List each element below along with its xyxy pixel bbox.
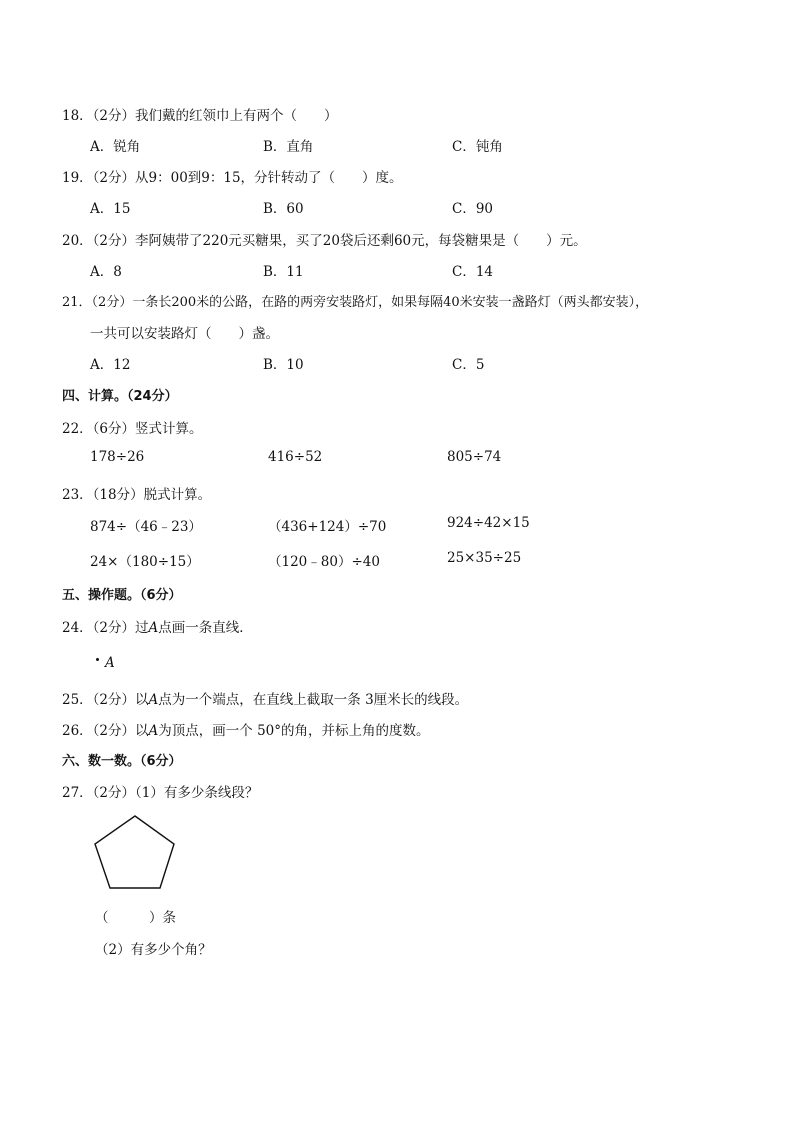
option-b: B．10: [263, 357, 304, 373]
option-b: B．11: [263, 264, 304, 280]
point-dot: [96, 658, 99, 661]
expression: 178÷26: [90, 449, 145, 465]
expression: 805÷74: [447, 449, 502, 465]
question-stem-line1: 21．（2分）一条长200米的公路，在路的两旁安装路灯，如果每隔40米安装一盏路灯（两头都安装），: [62, 295, 649, 310]
question-stem: 19．（2分）从9：00到9：15，分针转动了（ ）度。: [62, 170, 403, 186]
question-stem: 20．（2分）李阿姨带了220元买糖果，买了20袋后还剩60元，每袋糖果是（ ）元。: [62, 233, 587, 249]
question-stem: 22．（6分）竖式计算。: [62, 421, 203, 437]
section-title: 六、数一数。（6分）: [62, 754, 182, 769]
pentagon-figure: [90, 810, 182, 894]
question-stem-line2: 一共可以安装路灯（ ）盏。: [90, 326, 279, 342]
option-c: C．14: [452, 264, 494, 280]
question-stem: 27．（2分）（1）有多少条线段？: [62, 785, 259, 801]
question-stem: 26．（2分）以A为顶点，画一个 50°的角，并标上角的度数。: [62, 723, 430, 739]
option-c: C．90: [452, 201, 494, 217]
option-a: A．锐角: [90, 139, 141, 155]
point-label: A: [105, 655, 115, 671]
expression: （120﹣80）÷40: [268, 554, 380, 570]
expression: 24×（180÷15）: [90, 554, 200, 570]
question-stem: 18．（2分）我们戴的红领巾上有两个（ ）: [62, 108, 338, 124]
question-stem: 25．（2分）以A点为一个端点，在直线上截取一条 3厘米长的线段。: [62, 692, 469, 708]
answer-blank: （ ）条: [95, 910, 176, 926]
expression: （436+124）÷70: [268, 519, 387, 535]
sub-question: （2）有多少个角？: [95, 942, 212, 958]
expression: 416÷52: [268, 449, 323, 465]
option-c: C．钝角: [452, 139, 503, 155]
question-stem: 24．（2分）过A点画一条直线．: [62, 620, 253, 636]
option-b: B．60: [263, 201, 304, 217]
section-title: 四、计算。（24分）: [62, 389, 178, 404]
question-stem: 23．（18分）脱式计算。: [62, 487, 212, 503]
option-c: C．5: [452, 357, 485, 373]
section-title: 五、操作题。（6分）: [62, 588, 182, 603]
expression: 924÷42×15: [447, 515, 530, 531]
option-a: A．15: [90, 201, 131, 217]
option-a: A．12: [90, 357, 131, 373]
expression: 25×35÷25: [447, 550, 522, 566]
option-a: A．8: [90, 264, 122, 280]
expression: 874÷（46﹣23）: [90, 519, 202, 535]
option-b: B．直角: [263, 139, 314, 155]
